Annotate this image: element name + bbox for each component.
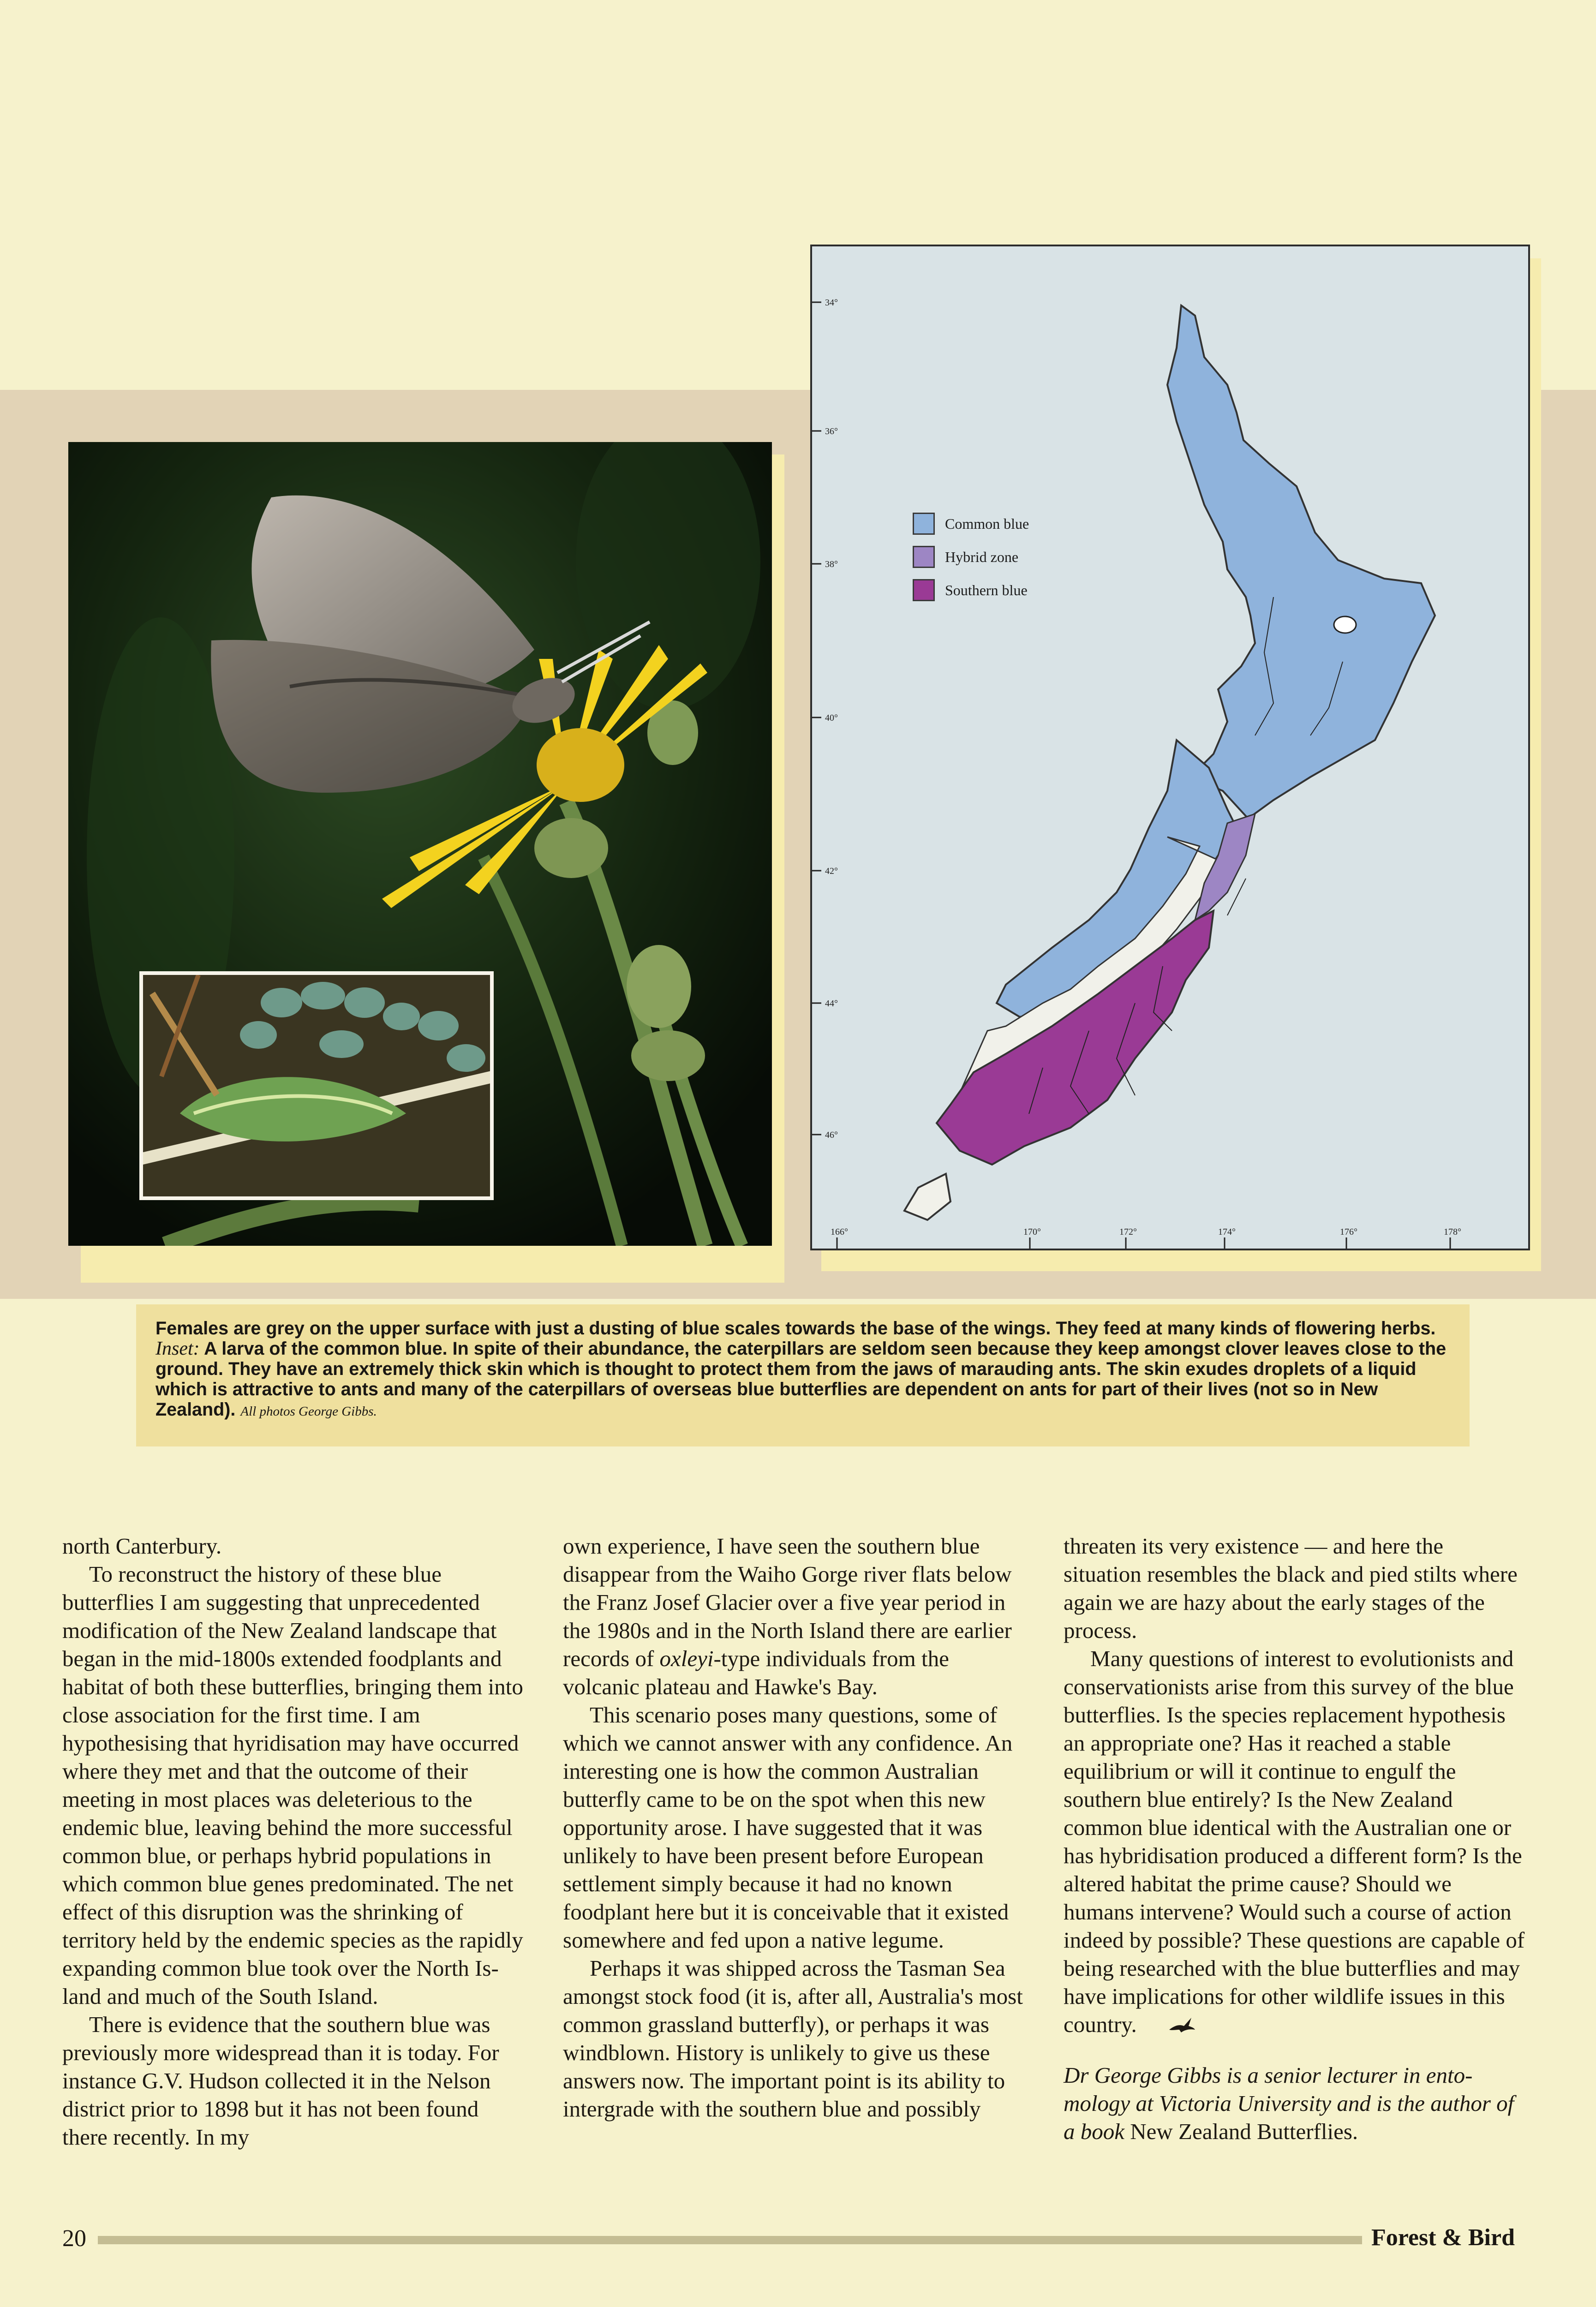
caption-inset-text: A larva of the common blue. In spite of their abundance, the caterpillars are seldom seen because they keep amongst clover leaves close to the ground. They have an extremely thick skin which is thought to protect them from the jaws of marauding ants. The skin exudes droplets of a liquid which is attractive to ants and many of the caterpillars of overseas blue butterflies are dependent on ants for part of their lives (not so in New Zealand). <box>155 1339 1447 1420</box>
lat-label: 34° <box>825 298 838 308</box>
legend-swatch <box>913 546 935 568</box>
page-number: 20 <box>62 2225 86 2252</box>
caption-main: Females are grey on the upper surface with just a dusting of blue scales towards the base of the wings. They feed at many kinds of flowering herbs. <box>155 1318 1436 1339</box>
magazine-title: Forest & Bird <box>1371 2224 1515 2251</box>
paragraph <box>563 1532 1024 1701</box>
paragraph: This scenario poses many questions, some of which we cannot answer with any confidence. An interesting one is how the common Australian butterfly came to be on the spot when this new opportunity arose. I have suggested that it was unlikely to have been present before European settlement simply because it had no known foodplant here but it is conceivable that it existed somewhere and fed upon a native legume. <box>563 1702 1013 1953</box>
text-run: own experience, I have seen the southern blue disappear from the Waiho Gorge river flats below the Franz Josef Glacier over a five year period in the 1980s and in the North Island there are earlier records of <box>563 1533 1012 1671</box>
lon-label: 174° <box>1218 1227 1236 1237</box>
paragraph <box>1064 1644 1525 2041</box>
lon-label: 166° <box>831 1227 848 1237</box>
paragraph: To reconstruct the history of these blue butterflies I am suggesting that unprecedented modification of the New Zealand landscape that began in the mid-1800s extended foodplants and habitat of both these butterflies, bringing them into close association for the first time. I am hypothesising that hyridisation may have occurred where they met and that the outcome of their meeting in most places was deleterious to the endemic blue, leaving behind the more successful common blue, or perhaps hybrid populations in which common blue genes predominated. The net effect of this disruption was the shrinking of territory held by the endemic species as the rapidly expanding common blue took over the North Island and much of the South Island. <box>62 1561 523 2009</box>
paragraph: There is evidence that the southern blue was previously more widespread than it is today. For instance G.V. Hudson collected it in the Nelson district prior to 1898 but it has not been found there recently. In my <box>62 2012 499 2150</box>
paragraph: north Canterbury. <box>62 1533 222 1559</box>
photo-caption <box>136 1304 1470 1446</box>
lat-label: 46° <box>825 1130 838 1140</box>
legend-label: Hybrid zone <box>945 548 1019 565</box>
text-run: -type individuals from the volcanic plateau and Hawke's Bay. <box>563 1646 949 1699</box>
species-name: oxleyi <box>659 1646 714 1671</box>
lon-label: 170° <box>1023 1227 1041 1237</box>
article-column-2 <box>563 1532 1024 2123</box>
footer-rule <box>98 2236 1362 2244</box>
larva-inset-photo <box>139 971 494 1200</box>
lon-label: 176° <box>1340 1227 1357 1237</box>
legend-swatch <box>913 513 935 535</box>
legend-item-common-blue <box>913 507 1029 540</box>
legend-item-hybrid-zone <box>913 540 1029 574</box>
legend-label: Southern blue <box>945 581 1028 598</box>
legend-swatch <box>913 579 935 601</box>
map-legend <box>913 507 1029 607</box>
author-bio <box>1064 2061 1525 2146</box>
stewart-island <box>904 1174 950 1220</box>
bird-end-mark-icon <box>1142 2013 1196 2041</box>
text-run: . <box>1352 2119 1358 2145</box>
legend-item-southern-blue <box>913 574 1029 607</box>
lat-label: 42° <box>825 866 838 876</box>
lat-label: 40° <box>825 713 838 723</box>
text-run: Dr George Gibbs is a senior lecturer in entomology at Victoria University and is the author of a book <box>1064 2062 1514 2145</box>
paragraph: Perhaps it was shipped across the Tasman Sea amongst stock food (it is, after all, Australia's most common grassland butterfly), or perhaps it was windblown. History is unlikely to give us these answers now. The important point is its ability to intergrade with the southern blue and possibly <box>563 1955 1023 2122</box>
paragraph: threaten its very existence — and here the situation resembles the black and pied stilts where again we are hazy about the early stages of the process. <box>1064 1533 1518 1643</box>
lat-label: 44° <box>825 998 838 1009</box>
lat-label: 38° <box>825 559 838 569</box>
article-column-3 <box>1064 1532 1525 2146</box>
north-island <box>1167 305 1435 819</box>
lon-label: 178° <box>1444 1227 1461 1237</box>
lon-label: 172° <box>1119 1227 1137 1237</box>
lat-label: 36° <box>825 426 838 436</box>
distribution-map <box>810 245 1530 1250</box>
book-title: New Zealand Butterflies <box>1130 2119 1352 2145</box>
photo-credit: All photos George Gibbs. <box>240 1404 377 1419</box>
text-run: Many questions of interest to evolutionists and conservationists arise from this survey of the blue butterflies. Is the species replacement hypothesis an appropriate one? Has it reached a stable equilibrium or will it continue to engulf the southern blue entirely? Is the New Zealand common blue identical with the Australian one or has hybridisation produced a different form? Is the altered habitat the prime cause? Should we humans intervene? Would such a course of action indeed by possible? These questions are capable of being researched with the blue butterflies and may have implications for other wildlife issues in this country. <box>1064 1646 1525 2037</box>
article-column-1 <box>62 1532 524 2151</box>
legend-label: Common blue <box>945 515 1029 532</box>
caption-inset-label: Inset: <box>155 1338 200 1359</box>
